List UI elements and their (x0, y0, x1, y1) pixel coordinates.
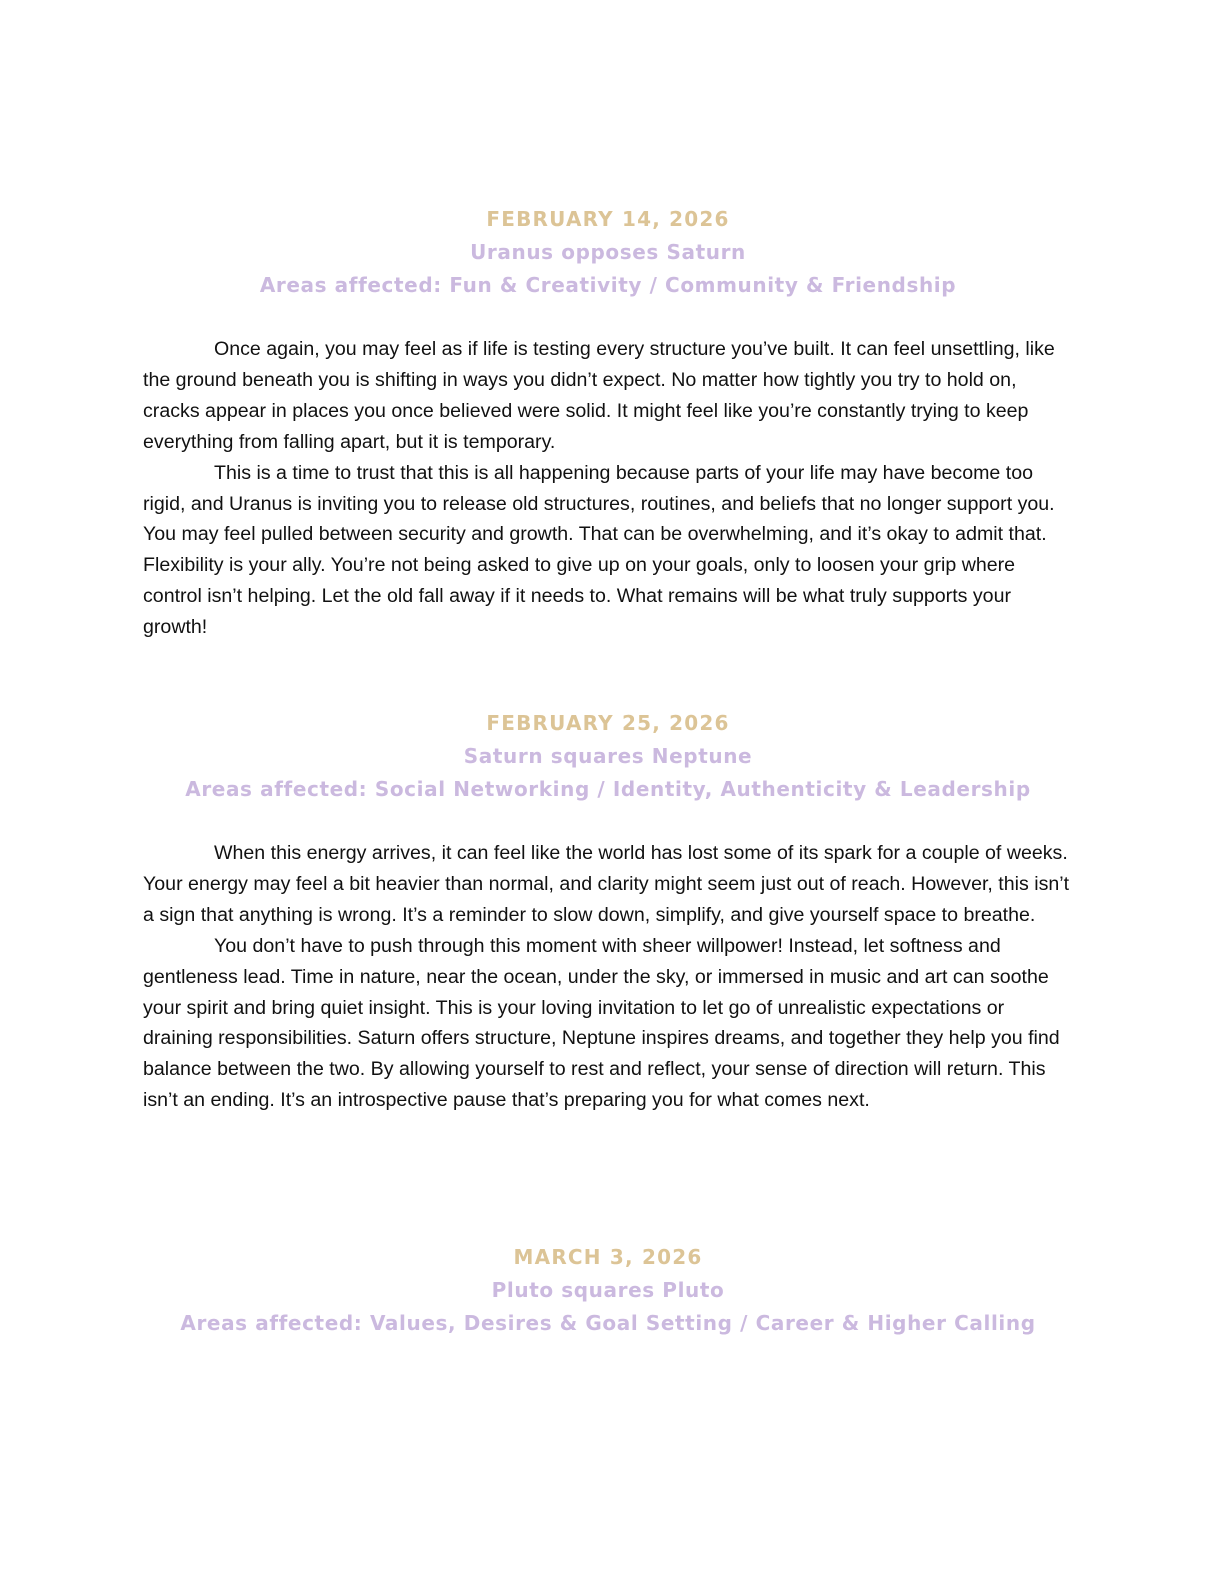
transit-entry-feb-14 (143, 202, 1073, 643)
entry-aspect: Pluto squares Pluto (491, 1278, 725, 1302)
entry-paragraph: You don’t have to push through this moment with sheer willpower! Instead, let softness and gentleness lead. Time in nature, near the ocean, under the sky, or immersed in music and art can soothe your spirit and bring quiet insight. This is your loving invitation to let go of unrealistic expectations or draining responsibilities. Saturn offers structure, Neptune inspires dreams, and together they help you find balance between the two. By allowing yourself to rest and reflect, your sense of direction will return. This isn’t an ending. It’s an introspective pause that’s preparing you for what comes next. (143, 934, 1060, 1112)
entry-body (143, 838, 1073, 1116)
entry-paragraph: Once again, you may feel as if life is testing every structure you’ve built. It can feel unsettling, like the ground beneath you is shifting in ways you didn’t expect. No matter how tightly you try to hold on, cracks appear in places you once believed were solid. It might feel like you’re constantly trying to keep everything from falling apart, but it is temporary. (143, 338, 1055, 453)
entry-date: MARCH 3, 2026 (513, 1245, 703, 1269)
entry-date: FEBRUARY 25, 2026 (486, 711, 730, 735)
entry-aspect: Saturn squares Neptune (463, 744, 753, 768)
entry-paragraph: When this energy arrives, it can feel like the world has lost some of its spark for a couple of weeks. Your energy may feel a bit heavier than normal, and clarity might seem just out of reach. However, this isn’t a sign that anything is wrong. It’s a reminder to slow down, simplify, and give yourself space to breathe. (143, 842, 1070, 926)
entry-date: FEBRUARY 14, 2026 (486, 207, 730, 231)
transit-entry-mar-3 (143, 1240, 1073, 1340)
entry-body (143, 334, 1073, 643)
transit-entry-feb-25 (143, 706, 1073, 1116)
entry-areas-affected: Areas affected: Values, Desires & Goal Setting / Career & Higher Calling (180, 1311, 1036, 1335)
entry-areas-affected: Areas affected: Fun & Creativity / Community & Friendship (259, 273, 957, 297)
entry-aspect: Uranus opposes Saturn (470, 240, 746, 264)
entry-paragraph: This is a time to trust that this is all happening because parts of your life may have become too rigid, and Uranus is inviting you to release old structures, routines, and beliefs that no longer support you. You may feel pulled between security and growth. That can be overwhelming, and it’s okay to admit that. Flexibility is your ally. You’re not being asked to give up on your goals, only to loosen your grip where control isn’t helping. Let the old fall away if it needs to. What remains will be what truly supports your growth! (143, 461, 1055, 639)
entry-areas-affected: Areas affected: Social Networking / Identity, Authenticity & Leadership (185, 777, 1031, 801)
